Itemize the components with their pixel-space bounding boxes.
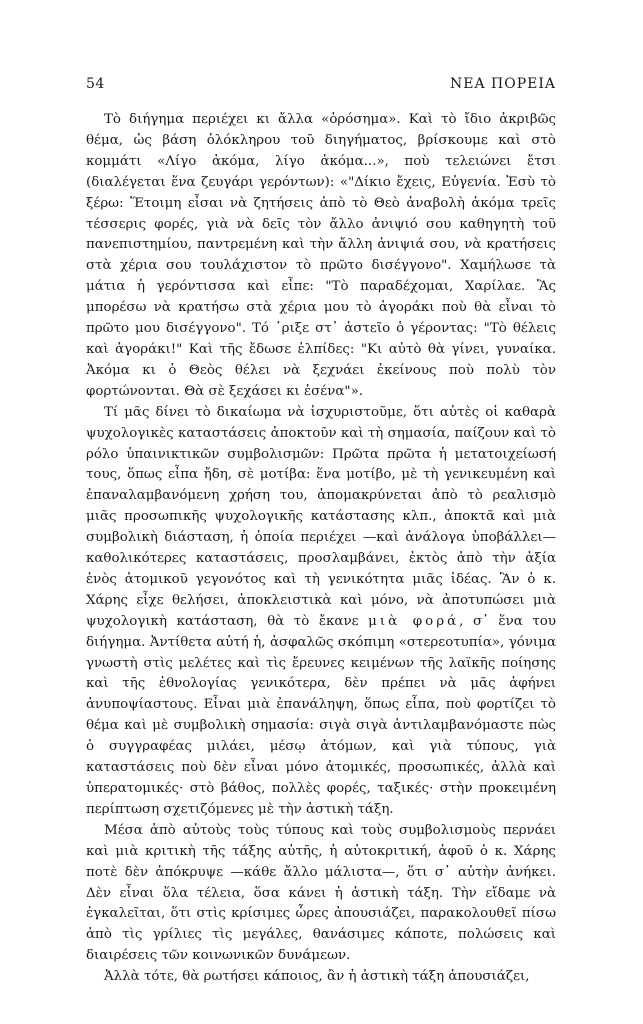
paragraph-2 xyxy=(86,403,556,821)
running-title: ΝΕΑ ΠΟΡΕΙΑ xyxy=(450,76,556,92)
paragraph-1: Τὸ διήγημα περιέχει κι ἄλλα «ὁρόσημα». Καὶ τὸ ἴδιο ἀκριβῶς θέμα, ὡς βάση ὁλόκληρου τοῦ διηγήματος, βρίσκουμε καὶ στὸ κομμάτι «Λίγο ἀκόμα, λίγο ἀκόμα...», ποὺ τελειώνει ἔτσι (διαλέγεται ἕνα ζευγάρι γερόντων): «"Δίκιο ἔχεις, Εὐγενία. Ἐσὺ τὸ ξέρω: Ἕτοιμη εἶσαι νὰ ζητήσεις ἀπὸ τὸ Θεὸ ἀναβολὴ ἀκόμα τρεῖς τέσσερις φορές, γιὰ νὰ δεῖς τὸν ἄλλο ἀνιψιό σου καθηγητὴ τοῦ πανεπιστημίου, παντρεμένη καὶ τὴν ἄλλη ἀνιψιά σου, νὰ κρατήσεις στὰ χέρια σου τουλάχιστον τὸ πρῶτο δισέγγονο". Χαμήλωσε τὰ μάτια ἡ γερόντισσα καὶ εἶπε: "Τὸ παραδέχομαι, Χαρίλαε. Ἂς μπορέσω νὰ κρατήσω στὰ χέρια μου τὸ ἀγοράκι ποὺ θὰ εἶναι τὸ πρῶτο μου δισέγγονο". Τό ῾ριξε στ᾽ ἀστεῖο ὁ γέροντας: "Τὸ θέλεις καὶ ἀγοράκι!" Καὶ τῆς ἔδωσε ἐλπίδες: "Κι αὐτὸ θὰ γίνει, γυναίκα. Ἀκόμα κι ὁ Θεὸς θέλει νὰ ξεχνάει ἐκείνους ποὺ πολὺ τὸν φορτώνονται. Θὰ σὲ ξεχάσει κι ἐσένα"». xyxy=(86,112,556,399)
paragraph-3: Μέσα ἀπὸ αὐτοὺς τοὺς τύπους καὶ τοὺς συμβολισμοὺς περνάει καὶ μιὰ κριτικὴ τῆς τάξης αὐτῆς, ἡ αὐτοκριτική, ἀφοῦ ὁ κ. Χάρης ποτὲ δὲν ἀπόκρυψε —κάθε ἄλλο μάλιστα—, ὅτι σ᾽ αὐτὴν ἀνήκει. Δὲν εἶναι ὅλα τέλεια, ὅσα κάνει ἡ ἀστικὴ τάξη. Τὴν εἴδαμε νὰ ἐγκαλεῖται, ὅτι στὶς κρίσιμες ὧρες ἀπουσιάζει, παρακολουθεῖ πίσω ἀπὸ τὶς γρίλιες τὶς μεγάλες, θανάσιμες κάποτε, πολώσεις καὶ διαιρέσεις τῶν κοινωνικῶν δυνάμεων. xyxy=(86,822,556,964)
body-text xyxy=(86,110,556,988)
paragraph-4: Ἀλλὰ τότε, θὰ ρωτήσει κάποιος, ἂν ἡ ἀστικὴ τάξη ἀπουσιάζει, xyxy=(104,969,530,985)
paragraph-2-text-before: Τί μᾶς δίνει τὸ δικαίωμα νὰ ἰσχυριστοῦμε, ὅτι αὐτὲς οἱ καθαρὰ ψυχολογικὲς καταστάσεις ἀποκτοῦν καὶ τὴ σημασία, παίζουν καὶ τὸ ρόλο ὑπαινικτικῶν συμβολισμῶν: Πρῶτα πρῶτα ἡ μετατοιχείωσή τους, ὅπως εἶπα ἤδη, σὲ μοτίβα: ἕνα μοτίβο, μὲ τὴ γενικευμένη καὶ ἐπαναλαμβανόμενη χρήση του, ἀπομακρύνεται ἀπὸ τὸ ρεαλισμὸ μιᾶς προσωπικῆς ψυχολογικῆς κατάστασης κλπ., ἀποκτᾶ καὶ μιὰ συμβολικὴ διάσταση, ἡ ὁποία περιέχει —καὶ ἀνάλογα ὑποβάλλει— καθολικότερες καταστάσεις, προσλαμβάνει, ἐκτὸς ἀπὸ τὴν ἀξία ἑνὸς ἀτομικοῦ γεγονότος καὶ τὴ γενικότητα μιᾶς ἰδέας. Ἂν ὁ κ. Χάρης εἶχε θελήσει, ἀποκλειστικὰ καὶ μόνο, νὰ ἀποτυπώσει μιὰ ψυχολογικὴ κατάσταση, θὰ τὸ ἔκανε xyxy=(86,404,556,629)
spaced-emphasis: μιὰ φορά xyxy=(368,613,460,629)
page-number: 54 xyxy=(86,76,105,92)
page-header xyxy=(86,76,556,96)
paragraph-2-text-after: , σ᾽ ἕνα του διήγημα. Ἀντίθετα αὐτή ἡ, ἀσφαλῶς σκόπιμη «στερεοτυπία», γόνιμα γνωστὴ στὶς μελέτες καὶ τὶς ἔρευνες κειμένων τῆς λαϊκῆς ποίησης καὶ τῆς ἐθνολογίας γενικότερα, δὲν πρέπει νὰ μᾶς ἀφήνει ἀνυποψίαστους. Εἶναι μιὰ ἐπανάληψη, ὅπως εἶπα, ποὺ φορτίζει τὸ θέμα καὶ μὲ συμβολικὴ σημασία: σιγὰ σιγὰ ἀντιλαμβανόμαστε πὼς ὁ συγγραφέας μιλάει, μέσῳ ἀτόμων, καὶ γιὰ τύπους, γιὰ καταστάσεις ποὺ δὲν εἶναι μόνο ἀτομικές, προσωπικές, ἀλλὰ καὶ ὑπερατομικές· στὸ βάθος, πολλὲς φορές, ταξικές· στὴν προκειμένη περίπτωση σχετιζόμενες μὲ τὴν ἀστικὴ τάξη. xyxy=(86,613,556,817)
